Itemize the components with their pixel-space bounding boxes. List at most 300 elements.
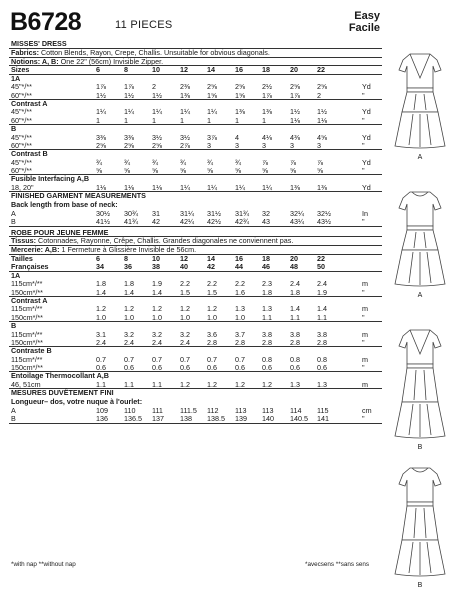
size-value: 2.3 xyxy=(262,279,272,289)
size-value: 3 xyxy=(290,140,294,150)
size-value: 2.4 xyxy=(317,279,327,289)
size-value: 1.4 xyxy=(317,304,327,314)
size-value: 30¾ xyxy=(124,208,138,218)
size-value: 1.4 xyxy=(290,304,300,314)
size-value: 1⅛ xyxy=(152,182,162,192)
english-view-title-label: 1A xyxy=(11,73,21,83)
size-value: 2.4 xyxy=(96,337,106,347)
size-value: 2.8 xyxy=(317,337,327,347)
size-value: 41½ xyxy=(96,217,110,227)
english-yardage-row xyxy=(9,159,382,167)
size-value: ¾ xyxy=(152,157,158,167)
english-notions xyxy=(9,58,382,67)
size-value: 1 xyxy=(207,115,211,125)
unit-label: " xyxy=(362,115,365,125)
unit-label: " xyxy=(362,312,365,322)
french-notions-label: Mercerie: A,B: xyxy=(11,245,60,255)
size-value: 0.7 xyxy=(235,354,245,364)
size-value: 1.3 xyxy=(235,304,245,314)
size-value: 1.4 xyxy=(152,287,162,297)
size-number: 16 xyxy=(235,254,243,264)
size-value: 3 xyxy=(207,140,211,150)
size-value: 1⅜ xyxy=(317,182,327,192)
size-number: 48 xyxy=(290,262,298,272)
english-yardage-row xyxy=(9,142,382,150)
french-section-title: ROBE POUR JEUNE FEMME xyxy=(9,229,382,238)
row-label: 150cm*/** xyxy=(11,337,43,347)
size-value: 136 xyxy=(96,414,108,424)
size-value: 0.7 xyxy=(152,354,162,364)
size-number: 50 xyxy=(317,262,325,272)
french-view-title-label: 1A xyxy=(11,270,21,280)
size-value: 1⅜ xyxy=(235,107,245,117)
row-label: 45"*/** xyxy=(11,157,32,167)
size-value: 2.8 xyxy=(235,337,245,347)
size-value: 3.8 xyxy=(290,329,300,339)
size-value: 140.5 xyxy=(290,414,308,424)
unit-label: " xyxy=(362,337,365,347)
size-value: 4⅛ xyxy=(262,132,272,142)
size-value: 2.8 xyxy=(262,337,272,347)
size-value: 1 xyxy=(152,115,156,125)
unit-label: " xyxy=(362,363,365,373)
english-fabrics-label: Fabrics: xyxy=(11,47,39,57)
size-value: 1⅞ xyxy=(124,82,134,92)
size-value: 1.2 xyxy=(207,304,217,314)
english-notions-label: Notions: A, B: xyxy=(11,56,59,66)
size-value: 1.2 xyxy=(96,304,106,314)
size-value: 1⅞ xyxy=(290,90,300,100)
size-value: 42½ xyxy=(207,217,221,227)
french-view-title-label: Contrast A xyxy=(11,295,48,305)
french-yardage-row xyxy=(9,289,382,297)
difficulty-en: Easy xyxy=(354,10,380,22)
row-label: B xyxy=(11,414,16,424)
size-value: 1⅛ xyxy=(290,115,300,125)
sketch-view-label: B xyxy=(417,582,423,589)
size-value: 1.4 xyxy=(124,287,134,297)
unit-label: In xyxy=(362,208,368,218)
size-value: 1.8 xyxy=(124,279,134,289)
english-view-title-label: Contrast B xyxy=(11,149,48,159)
english-section-title: MISSES' DRESS xyxy=(9,40,382,49)
english-view-title-label: Contrast A xyxy=(11,98,48,108)
size-value: ¾ xyxy=(207,157,213,167)
size-value: 3 xyxy=(235,140,239,150)
row-label: 18, 20" xyxy=(11,182,34,192)
size-value: 0.6 xyxy=(235,363,245,373)
size-value: 136.5 xyxy=(124,414,142,424)
size-value: 1.6 xyxy=(235,287,245,297)
size-value: 1.1 xyxy=(262,312,272,322)
size-value: 2⅝ xyxy=(290,82,300,92)
size-value: 114 xyxy=(290,405,302,415)
size-value: 1¼ xyxy=(180,107,190,117)
size-number: 34 xyxy=(96,262,104,272)
row-label: 60"*/** xyxy=(11,115,32,125)
size-number: 22 xyxy=(317,65,325,75)
english-fabrics-text: Cotton Blends, Rayon, Crepe, Challis. Unsuitable for obvious diagonals. xyxy=(40,47,270,57)
size-value: 1.3 xyxy=(317,379,327,389)
size-value: 4⅜ xyxy=(290,132,300,142)
size-value: 3½ xyxy=(152,132,162,142)
row-label: 60"*/** xyxy=(11,166,32,176)
size-value: 1¼ xyxy=(262,182,272,192)
garment-sketches xyxy=(383,40,457,590)
unit-label: m xyxy=(362,279,368,289)
size-value: 31½ xyxy=(207,208,221,218)
size-number: 8 xyxy=(124,65,128,75)
unit-label: " xyxy=(362,140,365,150)
size-value: 1.1 xyxy=(124,379,134,389)
size-value: 1.3 xyxy=(262,304,272,314)
size-value: 3.6 xyxy=(207,329,217,339)
unit-label: " xyxy=(362,287,365,297)
size-value: 2⅝ xyxy=(124,140,134,150)
size-value: 0.6 xyxy=(290,363,300,373)
size-value: 1.9 xyxy=(317,287,327,297)
row-label: 115cm*/** xyxy=(11,329,43,339)
french-finished-title: MESURES DUVÊTEMENT FINI xyxy=(11,388,114,398)
size-value: 1.0 xyxy=(124,312,134,322)
size-value: 0.7 xyxy=(180,354,190,364)
size-value: ⅝ xyxy=(124,166,130,176)
french-fabrics-label: Tissus: xyxy=(11,236,37,246)
size-number: 18 xyxy=(262,65,270,75)
size-value: ⅝ xyxy=(290,166,296,176)
size-number: 12 xyxy=(180,65,188,75)
size-value: 1.0 xyxy=(180,312,190,322)
size-value: 2.8 xyxy=(207,337,217,347)
size-value: 43 xyxy=(262,217,270,227)
row-label: 60"*/** xyxy=(11,140,32,150)
size-value: 3½ xyxy=(180,132,190,142)
size-value: 1⅜ xyxy=(180,90,190,100)
french-back-length: Longueur– dos, votre nuque à l'ourlet: xyxy=(11,397,143,407)
unit-label: Yd xyxy=(362,182,371,192)
unit-label: Yd xyxy=(362,82,371,92)
size-value: 2.4 xyxy=(290,279,300,289)
size-value: 1¼ xyxy=(235,182,245,192)
french-finished-row xyxy=(9,415,382,423)
size-value: 1.0 xyxy=(207,312,217,322)
size-value: 1.0 xyxy=(96,312,106,322)
size-value: 32¼ xyxy=(290,208,304,218)
sizes-label: Françaises xyxy=(11,262,49,272)
size-value: ⅝ xyxy=(235,166,241,176)
english-view-title-label: Fusible Interfacing A,B xyxy=(11,174,90,184)
size-value: 1.9 xyxy=(152,279,162,289)
size-value: 3.7 xyxy=(235,329,245,339)
size-value: 0.8 xyxy=(262,354,272,364)
size-value: 0.7 xyxy=(96,354,106,364)
row-label: 150cm*/** xyxy=(11,287,43,297)
english-finished-row xyxy=(9,218,382,226)
row-label: 45"*/** xyxy=(11,132,32,142)
size-value: 1½ xyxy=(124,90,134,100)
size-value: 1.1 xyxy=(152,379,162,389)
size-value: 2.2 xyxy=(207,279,217,289)
french-yardage-row xyxy=(9,339,382,347)
size-value: 1⅜ xyxy=(290,182,300,192)
size-value: 1¼ xyxy=(180,182,190,192)
footnote-english: *with nap **without nap xyxy=(11,561,76,568)
size-number: 6 xyxy=(96,254,100,264)
size-value: 0.8 xyxy=(290,354,300,364)
size-value: 1.8 xyxy=(290,287,300,297)
size-number: 20 xyxy=(290,254,298,264)
english-view-title-label: B xyxy=(11,124,17,134)
size-number: 10 xyxy=(152,65,160,75)
size-value: 1.2 xyxy=(207,379,217,389)
french-yardage-row xyxy=(9,314,382,322)
size-value: 1⅝ xyxy=(207,90,217,100)
size-value: 1.4 xyxy=(96,287,106,297)
size-value: 113 xyxy=(235,405,247,415)
size-value: 1.1 xyxy=(96,379,106,389)
row-label: 150cm*/** xyxy=(11,312,43,322)
row-label: 150cm*/** xyxy=(11,363,43,373)
size-value: 0.6 xyxy=(262,363,272,373)
size-number: 12 xyxy=(180,254,188,264)
size-value: 111.5 xyxy=(180,405,197,415)
size-number: 18 xyxy=(262,254,270,264)
size-value: 0.6 xyxy=(180,363,190,373)
size-value: 1 xyxy=(180,115,184,125)
size-value: ¾ xyxy=(235,157,241,167)
size-value: 43¼ xyxy=(290,217,304,227)
unit-label: m xyxy=(362,379,368,389)
french-view-title-label: B xyxy=(11,321,17,331)
size-value: ⅞ xyxy=(262,157,268,167)
dress-sketch-2 xyxy=(383,180,457,316)
size-value: 110 xyxy=(124,405,136,415)
size-value: 2.2 xyxy=(180,279,190,289)
size-value: 139 xyxy=(235,414,247,424)
size-value: ¾ xyxy=(124,157,130,167)
size-number: 42 xyxy=(207,262,215,272)
size-value: 30½ xyxy=(96,208,110,218)
size-value: 31¾ xyxy=(235,208,249,218)
size-value: 0.6 xyxy=(96,363,106,373)
size-value: 115 xyxy=(317,405,329,415)
row-label: 60"*/** xyxy=(11,90,32,100)
row-label: 115cm*/** xyxy=(11,304,43,314)
size-value: 1⅛ xyxy=(317,115,327,125)
size-number: 20 xyxy=(290,65,298,75)
size-value: 1 xyxy=(96,115,100,125)
size-number: 14 xyxy=(207,65,215,75)
size-value: 0.6 xyxy=(207,363,217,373)
row-label: 115cm*/** xyxy=(11,354,43,364)
french-sizes-row xyxy=(9,263,382,271)
size-value: 3 xyxy=(317,140,321,150)
french-view-title-label: Entoilage Thermocollant A,B xyxy=(11,371,109,381)
size-value: 2½ xyxy=(262,82,272,92)
size-value: 0.6 xyxy=(317,363,327,373)
unit-label: Yd xyxy=(362,132,371,142)
size-value: 0.8 xyxy=(317,354,327,364)
size-value: 3.1 xyxy=(96,329,106,339)
size-value: 32 xyxy=(262,208,270,218)
size-value: 1¼ xyxy=(96,107,106,117)
size-value: 1½ xyxy=(96,90,106,100)
size-value: 2⅝ xyxy=(235,82,245,92)
size-value: 2.4 xyxy=(124,337,134,347)
unit-label: " xyxy=(362,90,365,100)
size-value: ⅝ xyxy=(317,166,323,176)
size-value: 0.6 xyxy=(152,363,162,373)
size-value: 42¾ xyxy=(235,217,249,227)
pattern-number: B6728 xyxy=(10,8,82,36)
dress-sketch-3 xyxy=(383,318,457,454)
size-value: 2⅝ xyxy=(207,82,217,92)
french-view-title-label: Contraste B xyxy=(11,346,52,356)
size-value: 111 xyxy=(152,405,163,415)
size-value: 2⅞ xyxy=(180,140,190,150)
size-value: 1.8 xyxy=(262,287,272,297)
size-number: 44 xyxy=(235,262,243,272)
size-number: 36 xyxy=(124,262,132,272)
size-value: ¾ xyxy=(180,157,186,167)
size-value: 3.2 xyxy=(180,329,190,339)
english-yardage-row xyxy=(9,83,382,91)
size-value: 1⅜ xyxy=(262,107,272,117)
row-label: B xyxy=(11,217,16,227)
size-value: 2.2 xyxy=(235,279,245,289)
size-value: 1½ xyxy=(317,107,327,117)
size-number: 10 xyxy=(152,254,160,264)
size-value: ⅞ xyxy=(290,157,296,167)
footnote-french: *avecsens **sans sens xyxy=(305,561,370,568)
unit-label: m xyxy=(362,329,368,339)
size-value: 1.3 xyxy=(290,379,300,389)
row-label: 45"*/** xyxy=(11,107,32,117)
row-label: A xyxy=(11,208,16,218)
french-notions-text: 1 Fermeture à Glissière Invisible de 56cm. xyxy=(61,245,197,255)
row-label: 115cm*/** xyxy=(11,279,43,289)
size-value: 3 xyxy=(262,140,266,150)
sketch-view-label: B xyxy=(417,444,423,451)
size-number: 6 xyxy=(96,65,100,75)
size-value: ¾ xyxy=(96,157,102,167)
size-value: 2⅝ xyxy=(317,82,327,92)
dress-sketch-4 xyxy=(383,456,457,592)
size-value: 1 xyxy=(235,115,239,125)
size-value: 1.8 xyxy=(96,279,106,289)
size-value: 1¼ xyxy=(207,107,217,117)
french-fabrics-text: Cotonnades, Rayonne, Crêpe, Challis. Grandes diagonales ne conviennent pas. xyxy=(38,236,294,246)
size-number: 46 xyxy=(262,262,270,272)
unit-label: " xyxy=(362,414,365,424)
dress-sketch-1 xyxy=(383,42,457,178)
unit-label: m xyxy=(362,354,368,364)
difficulty-fr: Facile xyxy=(348,22,380,34)
size-value: 0.7 xyxy=(124,354,134,364)
size-value: 32½ xyxy=(317,208,331,218)
size-value: 137 xyxy=(152,414,164,424)
size-number: 38 xyxy=(152,262,160,272)
size-value: 3.2 xyxy=(124,329,134,339)
size-value: 41¾ xyxy=(124,217,138,227)
unit-label: " xyxy=(362,166,365,176)
french-notions xyxy=(9,246,382,255)
size-number: 22 xyxy=(317,254,325,264)
row-label: 46, 51cm xyxy=(11,379,41,389)
size-value: 138 xyxy=(180,414,192,424)
size-value: 42 xyxy=(152,217,160,227)
size-value: 1.2 xyxy=(262,379,272,389)
size-number: 14 xyxy=(207,254,215,264)
size-value: 0.7 xyxy=(207,354,217,364)
size-value: 3⅜ xyxy=(96,132,106,142)
size-value: 1.5 xyxy=(207,287,217,297)
size-value: 2⅜ xyxy=(180,82,190,92)
size-value: 1.0 xyxy=(152,312,162,322)
size-value: 2 xyxy=(317,90,321,100)
size-value: 43½ xyxy=(317,217,331,227)
size-value: 31 xyxy=(152,208,160,218)
yardage-chart xyxy=(9,40,382,424)
size-value: 2.8 xyxy=(290,337,300,347)
size-value: 3.8 xyxy=(262,329,272,339)
unit-label: cm xyxy=(362,405,372,415)
size-value: 1⅞ xyxy=(262,90,272,100)
size-value: 1.1 xyxy=(290,312,300,322)
size-value: 1¼ xyxy=(124,107,134,117)
size-value: 0.6 xyxy=(124,363,134,373)
sizes-label: Sizes xyxy=(11,65,30,75)
size-value: 141 xyxy=(317,414,329,424)
unit-label: Yd xyxy=(362,107,371,117)
english-back-length: Back length from base of neck: xyxy=(11,200,118,210)
size-value: 1.5 xyxy=(180,287,190,297)
size-value: 1.1 xyxy=(317,312,327,322)
size-value: 1.0 xyxy=(235,312,245,322)
size-value: ⅝ xyxy=(207,166,213,176)
sketch-view-label: A xyxy=(417,292,423,299)
size-value: 1⅝ xyxy=(235,90,245,100)
size-value: 3.2 xyxy=(152,329,162,339)
english-sizes-row xyxy=(9,66,382,74)
size-value: 3.8 xyxy=(317,329,327,339)
size-value: 1 xyxy=(262,115,266,125)
size-value: 140 xyxy=(262,414,274,424)
size-value: 1⅛ xyxy=(124,182,134,192)
size-value: 4⅝ xyxy=(317,132,327,142)
size-value: ⅞ xyxy=(317,157,323,167)
size-value: 4 xyxy=(235,132,239,142)
unit-label: " xyxy=(362,217,365,227)
size-value: 2.4 xyxy=(180,337,190,347)
size-value: 1⅛ xyxy=(96,182,106,192)
english-yardage-row xyxy=(9,134,382,142)
english-finished-title: FINISHED GARMENT MEASUREMENTS xyxy=(11,191,146,201)
size-value: 2 xyxy=(152,82,156,92)
size-value: 3⅞ xyxy=(207,132,217,142)
size-value: 2⅝ xyxy=(96,140,106,150)
size-value: 1.2 xyxy=(124,304,134,314)
size-value: 42¼ xyxy=(180,217,194,227)
sketch-view-label: A xyxy=(417,154,423,161)
english-yardage-row xyxy=(9,92,382,100)
unit-label: m xyxy=(362,304,368,314)
difficulty-rating xyxy=(349,10,380,34)
size-value: 1½ xyxy=(152,90,162,100)
english-yardage-row xyxy=(9,117,382,125)
size-value: 1¼ xyxy=(152,107,162,117)
piece-count: 11 PIECES xyxy=(115,19,173,31)
